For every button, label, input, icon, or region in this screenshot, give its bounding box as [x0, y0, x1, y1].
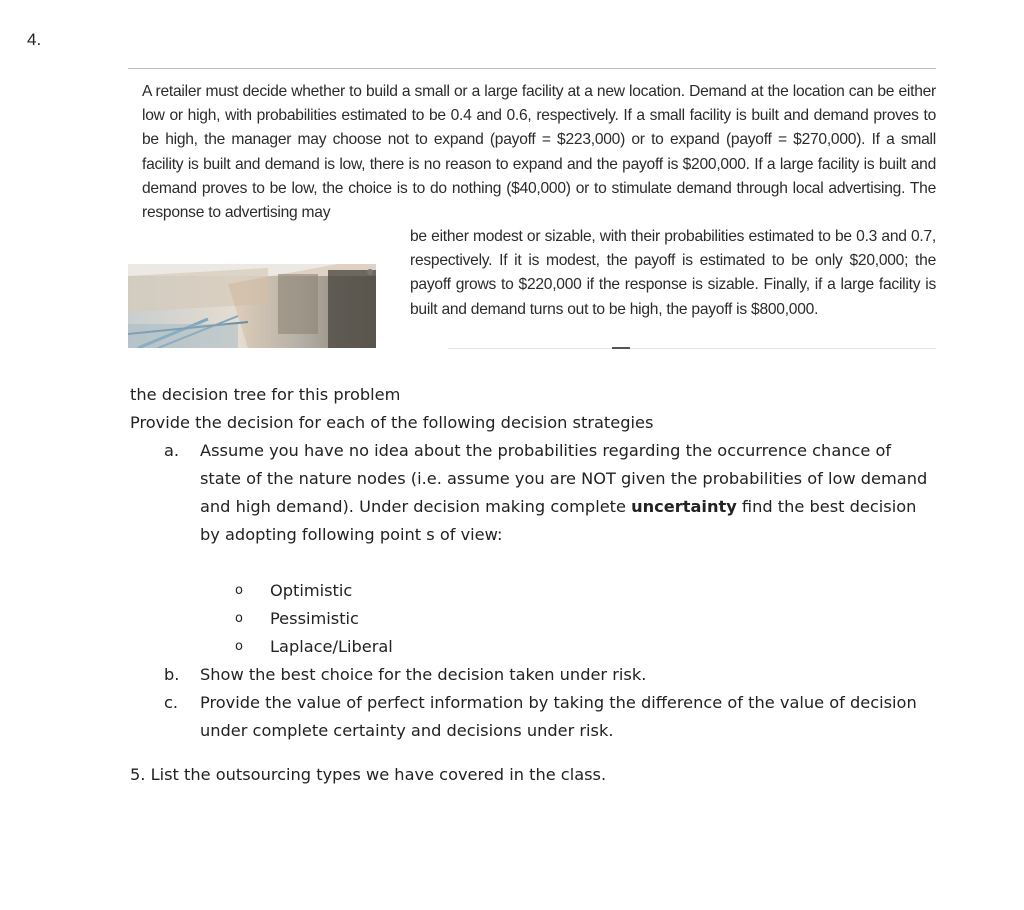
- bullet-circle-icon: o: [235, 611, 243, 626]
- problem-paragraph-1: A retailer must decide whether to build a small or a large facility at a new location. Demand at the location can be either low or high, with probabilities estimated to be 0.4 and 0.6, respectively. If a small facility is built and demand proves to be high, the manager may choose not to expand (payoff = $223,000) or to expand (payoff = $270,000). If a small facility is built and demand is low, there is no reason to expand and the payoff is $200,000. If a large facility is built and demand proves to be low, the choice is to do nothing ($40,000) or to stimulate demand through local advertising. The response to advertising may: [142, 83, 936, 222]
- store-photo: [128, 264, 376, 348]
- item-a-text-before: Assume you have no idea about the probabilities regarding the occurrence chance of state of the nature nodes (i.e. assume you are NOT given the probabilities of low demand and high demand). Under decision making complete: [200, 441, 928, 516]
- item-a-text-after: find the best decision by adopting following point s of view:: [200, 497, 917, 544]
- instruction-line-1: the decision tree for this problem: [130, 385, 401, 404]
- question-body: [130, 381, 930, 789]
- strategy-pessimistic: Pessimistic: [270, 609, 359, 628]
- problem-paragraph-2: be either modest or sizable, with their probabilities estimated to be 0.3 and 0.7, respectively. If it is modest, the payoff is estimated to be only $20,000; the payoff grows to $220,000 if the response is sizable. Finally, if a large facility is built and demand turns out to be high, the payoff is $800,000.: [410, 228, 936, 318]
- list-marker-c: c.: [164, 693, 179, 712]
- list-item-a: [130, 437, 930, 549]
- list-item: [130, 633, 930, 661]
- list-marker-a: a.: [164, 441, 180, 460]
- problem-statement: [142, 80, 936, 318]
- list-item-b: [130, 661, 930, 689]
- list-item-c: [130, 689, 930, 745]
- item-b-text: Show the best choice for the decision taken under risk.: [200, 665, 647, 684]
- bullet-circle-icon: o: [235, 639, 243, 654]
- list-marker-b: b.: [164, 665, 180, 684]
- store-photo-graphic: [128, 264, 376, 348]
- list-item: [130, 605, 930, 633]
- top-divider: [128, 68, 936, 69]
- bottom-divider-mark: [612, 347, 630, 349]
- strategy-laplace: Laplace/Liberal: [270, 637, 393, 656]
- bottom-divider: [448, 348, 936, 349]
- question-number: 4.: [27, 30, 42, 49]
- item-a-bold: uncertainty: [631, 497, 737, 516]
- item-c-text: Provide the value of perfect information by taking the difference of the value of decision under complete certainty and decisions under risk.: [200, 693, 917, 740]
- question-5: 5. List the outsourcing types we have covered in the class.: [130, 765, 607, 784]
- strategy-optimistic: Optimistic: [270, 581, 353, 600]
- instruction-line-2: Provide the decision for each of the following decision strategies: [130, 413, 654, 432]
- list-item: [130, 577, 930, 605]
- strategy-list: [130, 577, 930, 661]
- bullet-circle-icon: o: [235, 583, 243, 598]
